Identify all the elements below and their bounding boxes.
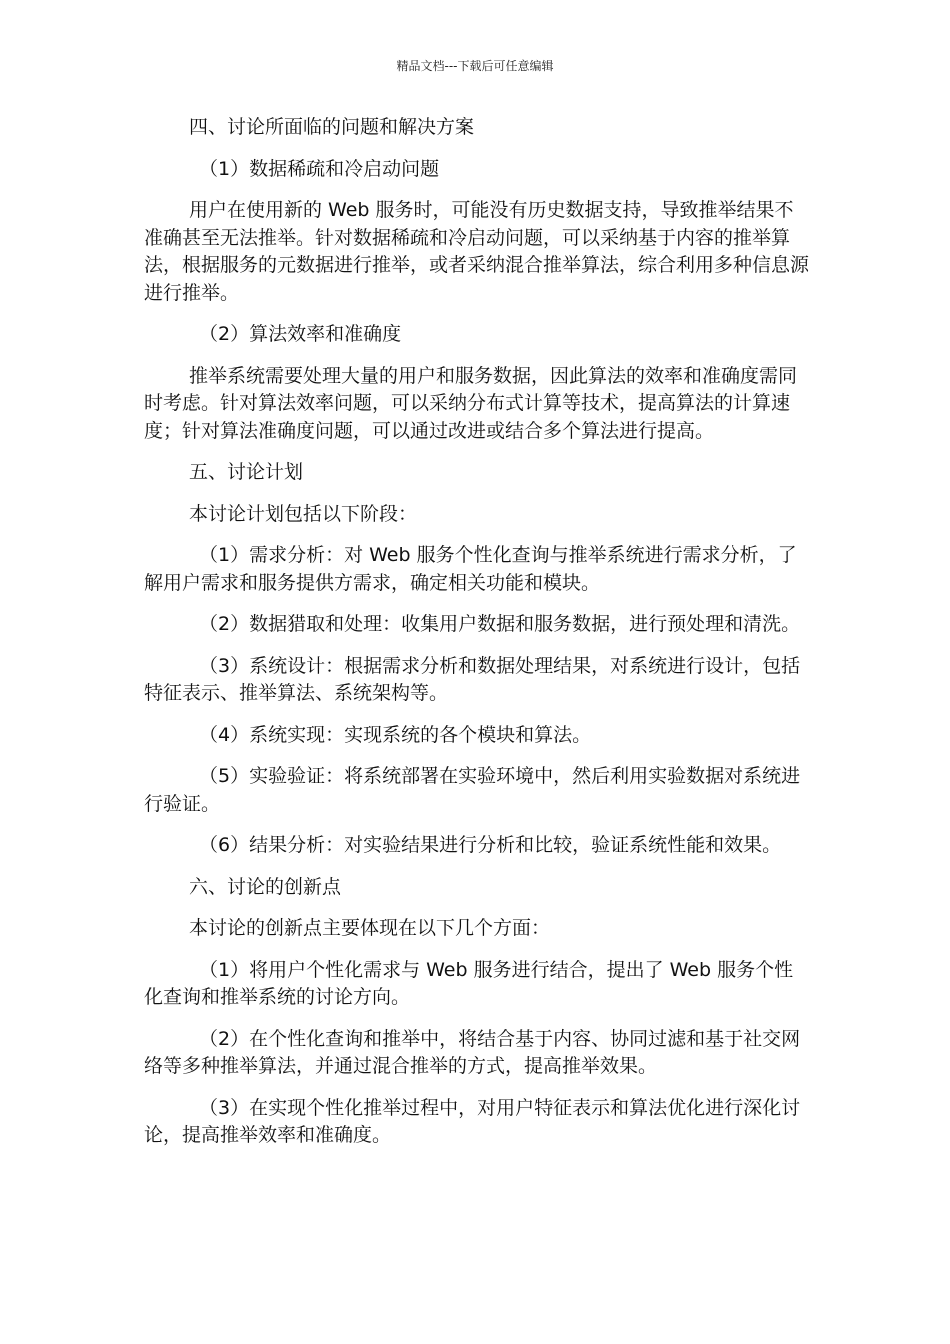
section-6-heading: 六、讨论的创新点: [189, 875, 342, 898]
section-6-item: （2）在个性化查询和推举中，将结合基于内容、协同过滤和基于社交网络等多种推举算法，并通过混合推举的方式，提高推举效果。: [144, 1027, 801, 1077]
section-5-item: （3）系统设计：根据需求分析和数据处理结果，对系统进行设计，包括特征表示、推举算法、系统架构等。: [144, 654, 801, 704]
section-5-item: （4）系统实现：实现系统的各个模块和算法。: [199, 723, 592, 746]
section-5-intro: 本讨论计划包括以下阶段：: [189, 502, 418, 525]
page-header: 精品文档---下载后可任意编辑: [396, 59, 554, 73]
section-4-sub1-title: （1）数据稀疏和冷启动问题: [199, 157, 440, 180]
section-6-item: （3）在实现个性化推举过程中，对用户特征表示和算法优化进行深化讨论，提高推举效率和准确度。: [144, 1096, 801, 1146]
section-5-item: （6）结果分析：对实验结果进行分析和比较，验证系统性能和效果。: [199, 834, 782, 856]
section-4-sub2-body: 推举系统需要处理大量的用户和服务数据，因此算法的效率和准确度需同时考虑。针对算法效率问题，可以采纳分布式计算等技术，提高算法的计算速度；针对算法准确度问题，可以通过改进或结合多个算法进行提高。: [144, 364, 798, 442]
section-5-item: （5）实验验证：将系统部署在实验环境中，然后利用实验数据对系统进行验证。: [144, 765, 801, 815]
section-6-item: （1）将用户个性化需求与 Web 服务进行结合，提出了 Web 服务个性化查询和推举系统的讨论方向。: [144, 958, 794, 1008]
section-5-heading: 五、讨论计划: [189, 461, 304, 483]
section-5-item: （1）需求分析：对 Web 服务个性化查询与推举系统进行需求分析，了解用户需求和服务提供方需求，确定相关功能和模块。: [144, 544, 797, 594]
section-4-heading: 四、讨论所面临的问题和解决方案: [189, 116, 475, 138]
section-6-intro: 本讨论的创新点主要体现在以下几个方面：: [189, 917, 551, 939]
section-4-sub1-body: 用户在使用新的 Web 服务时，可能没有历史数据支持，导致推举结果不准确甚至无法推举。针对数据稀疏和冷启动问题，可以采纳基于内容的推举算法，根据服务的元数据进行推举，或者采纳混合推举算法，综合利用多种信息源进行推举。: [144, 199, 810, 304]
document-body: [144, 114, 809, 1164]
section-5-item: （2）数据猎取和处理：收集用户数据和服务数据，进行预处理和清洗。: [199, 613, 801, 635]
section-4-sub2-title: （2）算法效率和准确度: [199, 323, 402, 345]
